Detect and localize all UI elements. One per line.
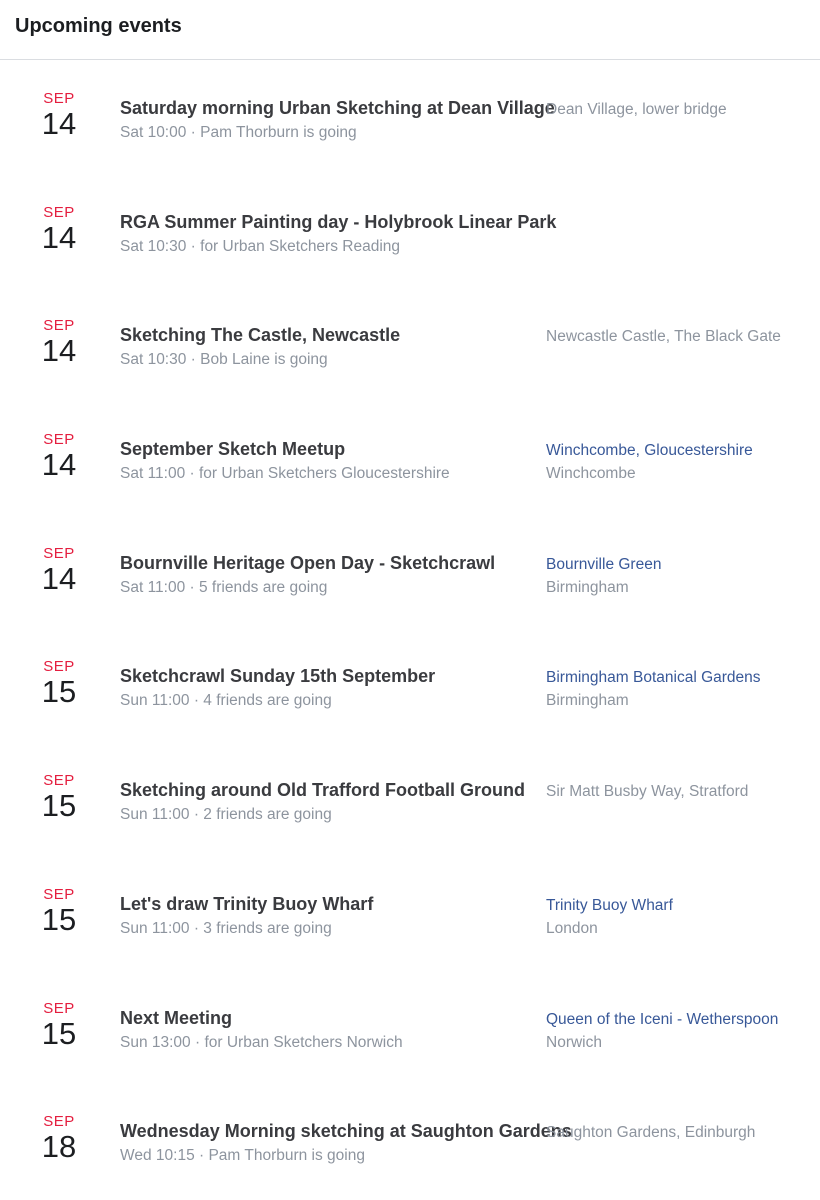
event-details xyxy=(120,779,525,824)
event-location xyxy=(546,555,760,597)
event-title[interactable]: September Sketch Meetup xyxy=(120,439,346,460)
event-row[interactable] xyxy=(0,856,820,970)
event-title[interactable]: Sketchcrawl Sunday 15th September xyxy=(120,666,436,687)
event-meta: Sun 11:00 · 3 friends are going xyxy=(120,919,332,937)
event-details xyxy=(120,211,557,256)
event-place-link[interactable]: Birmingham Botanical Gardens xyxy=(546,669,761,687)
event-month: SEP xyxy=(43,999,75,1017)
event-date xyxy=(30,317,88,369)
events-header xyxy=(0,0,820,60)
event-location xyxy=(546,441,760,483)
event-row[interactable] xyxy=(0,174,820,288)
event-details xyxy=(120,97,555,142)
event-title[interactable]: RGA Summer Painting day - Holybrook Linear Park xyxy=(120,211,557,232)
event-meta: Sat 10:30 · for Urban Sketchers Reading xyxy=(120,237,401,255)
event-date xyxy=(30,886,88,935)
event-meta: Sat 10:30 · Bob Laine is going xyxy=(120,351,328,369)
event-day: 15 xyxy=(41,1015,77,1051)
event-place-link[interactable]: Trinity Buoy Wharf xyxy=(546,896,673,914)
event-row[interactable] xyxy=(0,628,820,742)
event-meta: Sun 11:00 · 2 friends are going xyxy=(120,806,332,824)
event-meta: Sat 11:00 · 5 friends are going xyxy=(120,578,328,596)
event-meta: Wed 10:15 · Pam Thorburn is going xyxy=(120,1147,365,1165)
event-place-link[interactable]: Winchcombe, Gloucestershire xyxy=(546,442,753,460)
event-date xyxy=(30,658,88,710)
event-meta: Sat 11:00 · for Urban Sketchers Gloucestershire xyxy=(120,465,450,483)
event-details xyxy=(120,893,520,938)
event-title[interactable]: Sketching The Castle, Newcastle xyxy=(120,325,401,346)
event-month: SEP xyxy=(43,431,75,449)
page-title: Upcoming events xyxy=(15,15,182,37)
event-place: Newcastle Castle, The Black Gate xyxy=(546,328,781,346)
event-city: Birmingham xyxy=(546,578,629,596)
event-details xyxy=(120,1007,520,1052)
event-day: 14 xyxy=(41,219,77,255)
event-date xyxy=(30,545,88,594)
event-day: 15 xyxy=(41,901,77,937)
event-row[interactable] xyxy=(0,287,820,401)
event-place: Sir Matt Busby Way, Stratford xyxy=(546,783,749,801)
event-details xyxy=(120,1120,572,1165)
event-location xyxy=(546,214,760,218)
event-city: London xyxy=(546,919,598,937)
event-month: SEP xyxy=(43,90,75,107)
event-details xyxy=(120,552,520,597)
event-meta: Sun 13:00 · for Urban Sketchers Norwich xyxy=(120,1033,403,1051)
event-date xyxy=(30,1113,88,1165)
event-date xyxy=(30,204,88,253)
event-title[interactable]: Bournville Heritage Open Day - Sketchcrawl xyxy=(120,552,496,573)
event-month: SEP xyxy=(43,885,75,903)
event-details xyxy=(120,324,520,369)
event-title[interactable]: Next Meeting xyxy=(120,1007,233,1028)
event-row[interactable] xyxy=(0,515,820,629)
event-row[interactable] xyxy=(0,970,820,1084)
event-row[interactable] xyxy=(0,401,820,515)
event-place: Saughton Gardens, Edinburgh xyxy=(546,1124,756,1142)
event-city: Winchcombe xyxy=(546,465,636,483)
event-location xyxy=(546,896,760,938)
event-day: 14 xyxy=(41,333,77,369)
event-row[interactable] xyxy=(0,742,820,856)
event-place-link[interactable]: Queen of the Iceni - Wetherspoon xyxy=(546,1010,779,1028)
event-title[interactable]: Let's draw Trinity Buoy Wharf xyxy=(120,893,374,914)
event-city: Norwich xyxy=(546,1033,602,1051)
event-place-link[interactable]: Bournville Green xyxy=(546,555,662,573)
event-day: 15 xyxy=(41,788,77,824)
event-location xyxy=(546,1010,779,1052)
event-month: SEP xyxy=(43,772,75,790)
event-day: 15 xyxy=(41,674,77,710)
event-month: SEP xyxy=(43,658,75,676)
event-meta: Sat 10:00 · Pam Thorburn is going xyxy=(120,124,357,141)
event-date xyxy=(30,772,88,824)
event-day: 14 xyxy=(41,447,77,483)
event-place: Dean Village, lower bridge xyxy=(546,101,727,118)
event-month: SEP xyxy=(43,317,75,335)
event-location xyxy=(546,327,781,350)
event-date xyxy=(30,90,88,139)
event-date xyxy=(30,431,88,483)
event-list xyxy=(0,60,820,1197)
event-title[interactable]: Wednesday Morning sketching at Saughton Gardens xyxy=(120,1121,572,1142)
event-day: 14 xyxy=(41,560,77,596)
event-location xyxy=(546,100,760,123)
event-month: SEP xyxy=(43,544,75,562)
event-date xyxy=(30,1000,88,1049)
event-row[interactable] xyxy=(0,1083,820,1197)
event-details xyxy=(120,665,520,710)
event-day: 14 xyxy=(41,106,77,141)
event-title[interactable]: Saturday morning Urban Sketching at Dean Village xyxy=(120,98,555,118)
event-meta: Sun 11:00 · 4 friends are going xyxy=(120,692,332,710)
event-day: 18 xyxy=(41,1129,77,1165)
event-city: Birmingham xyxy=(546,692,629,710)
event-month: SEP xyxy=(43,1113,75,1131)
event-location xyxy=(546,1123,760,1146)
event-location xyxy=(546,782,760,805)
event-title[interactable]: Sketching around Old Trafford Football Ground xyxy=(120,780,525,801)
event-details xyxy=(120,438,520,483)
event-location xyxy=(546,668,760,710)
event-month: SEP xyxy=(43,203,75,221)
event-row[interactable] xyxy=(0,60,820,174)
